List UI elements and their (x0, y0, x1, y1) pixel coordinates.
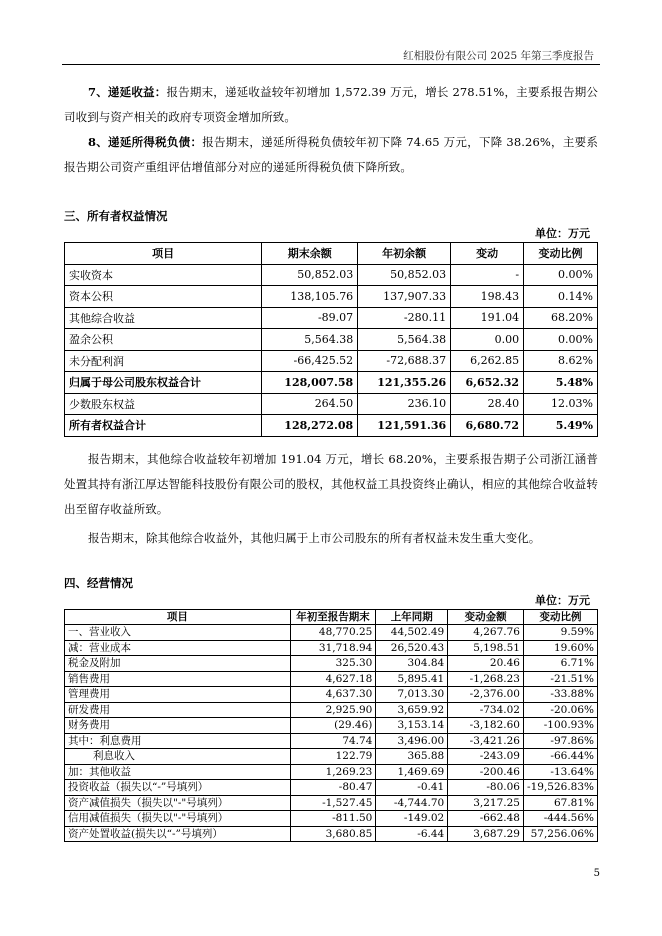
paragraph-label: 7、递延收益： (88, 85, 167, 99)
value-cell: -1,527.45 (290, 795, 376, 811)
column-header: 变动比例 (524, 243, 598, 265)
column-header: 年初至报告期末 (290, 609, 376, 625)
value-cell: 4,637.30 (290, 687, 376, 703)
row-label-cell: 投资收益（损失以“-”号填列） (65, 780, 291, 796)
page-content (64, 80, 598, 842)
value-cell: -13.64% (523, 764, 597, 780)
value-cell: 26,520.43 (376, 640, 448, 656)
value-cell: 1,469.69 (376, 764, 448, 780)
value-cell: 28.40 (451, 393, 524, 415)
value-cell: 191.04 (451, 307, 524, 329)
column-header: 变动比例 (523, 609, 597, 625)
value-cell: 3,687.29 (448, 826, 524, 842)
row-label-cell: 利息收入 (65, 749, 291, 765)
value-cell: 365.88 (376, 749, 448, 765)
value-cell: 6,262.85 (451, 350, 524, 372)
column-header: 年初余额 (358, 243, 451, 265)
value-cell: 236.10 (358, 393, 451, 415)
value-cell: 4,627.18 (290, 671, 376, 687)
value-cell: 7,013.30 (376, 687, 448, 703)
value-cell: 44,502.49 (376, 625, 448, 641)
row-label-cell: 加：其他收益 (65, 764, 291, 780)
value-cell: 9.59% (523, 625, 597, 641)
row-label-cell: 财务费用 (65, 718, 291, 734)
value-cell: 0.00% (524, 329, 598, 351)
table-row (65, 372, 598, 394)
value-cell: -149.02 (376, 811, 448, 827)
column-header: 上年同期 (376, 609, 448, 625)
value-cell: 5,564.38 (262, 329, 358, 351)
value-cell: -66.44% (523, 749, 597, 765)
value-cell: 67.81% (523, 795, 597, 811)
value-cell: -33.88% (523, 687, 597, 703)
column-header: 项目 (65, 243, 262, 265)
header-rule (62, 64, 600, 65)
value-cell: (29.46) (290, 718, 376, 734)
value-cell: -3,421.26 (448, 733, 524, 749)
value-cell: 20.46 (448, 656, 524, 672)
paragraph-other-comprehensive-income: 报告期末，其他综合收益较年初增加 191.04 万元，增长 68.20%，主要系报告期子公司浙江涵普处置其持有浙江厚达智能科技股份有限公司的股权，其他权益工具投资终止确认，相应的其他综合收益转出至留存收益所致。 (64, 451, 598, 516)
value-cell: 19.60% (523, 640, 597, 656)
value-cell: 5.49% (524, 415, 598, 437)
equity-table (64, 242, 598, 437)
value-cell: -20.06% (523, 702, 597, 718)
value-cell: 138,105.76 (262, 286, 358, 308)
table-row (65, 640, 598, 656)
value-cell: 0.00 (451, 329, 524, 351)
table-row (65, 625, 598, 641)
column-header: 变动 (451, 243, 524, 265)
table-row (65, 264, 598, 286)
value-cell: 3,659.92 (376, 702, 448, 718)
value-cell: - (451, 264, 524, 286)
table-row (65, 687, 598, 703)
value-cell: 121,355.26 (358, 372, 451, 394)
value-cell: -97.86% (523, 733, 597, 749)
value-cell: 3,680.85 (290, 826, 376, 842)
table-header-row (65, 243, 598, 265)
operations-table (64, 609, 598, 843)
value-cell: -4,744.70 (376, 795, 448, 811)
table-row (65, 671, 598, 687)
value-cell: 1,269.23 (290, 764, 376, 780)
table-row (65, 718, 598, 734)
value-cell: -2,376.00 (448, 687, 524, 703)
value-cell: 5,564.38 (358, 329, 451, 351)
paragraph-equity-summary: 报告期末，除其他综合收益外，其他归属于上市公司股东的所有者权益未发生重大变化。 (88, 530, 541, 545)
value-cell: -80.06 (448, 780, 524, 796)
section-title-equity: 三、所有者权益情况 (64, 209, 168, 223)
value-cell: -662.48 (448, 811, 524, 827)
value-cell: 8.62% (524, 350, 598, 372)
value-cell: 5.48% (524, 372, 598, 394)
value-cell: 12.03% (524, 393, 598, 415)
section-title-operations: 四、经营情况 (64, 575, 133, 590)
value-cell: 128,272.08 (262, 415, 358, 437)
row-label-cell: 未分配利润 (65, 350, 262, 372)
table-row (65, 795, 598, 811)
table-row (65, 780, 598, 796)
value-cell: -100.93% (523, 718, 597, 734)
value-cell: -1,268.23 (448, 671, 524, 687)
table-row (65, 656, 598, 672)
value-cell: 31,718.94 (290, 640, 376, 656)
column-header: 项目 (65, 609, 291, 625)
value-cell: -811.50 (290, 811, 376, 827)
value-cell: 0.00% (524, 264, 598, 286)
value-cell: 6.71% (523, 656, 597, 672)
value-cell: -3,182.60 (448, 718, 524, 734)
value-cell: 137,907.33 (358, 286, 451, 308)
row-label-cell: 盈余公积 (65, 329, 262, 351)
value-cell: 3,217.25 (448, 795, 524, 811)
value-cell: 48,770.25 (290, 625, 376, 641)
row-label-cell: 资本公积 (65, 286, 262, 308)
value-cell: 50,852.03 (358, 264, 451, 286)
unit-label: 单位：万元 (535, 227, 590, 240)
value-cell: 57,256.06% (523, 826, 597, 842)
page-header: 红相股份有限公司 2025 年第三季度报告 (403, 50, 594, 62)
paragraph-text: 报告期末，递延收益较年初增加 1,572.39 万元，增长 278.51%，主要系报告期公司收到与资产相关的政府专项资金增加所致。 (64, 85, 598, 124)
column-header: 期末余额 (262, 243, 358, 265)
column-header: 变动金额 (448, 609, 524, 625)
value-cell: -200.46 (448, 764, 524, 780)
row-label-cell: 减：营业成本 (65, 640, 291, 656)
value-cell: -66,425.52 (262, 350, 358, 372)
row-label-cell: 一、营业收入 (65, 625, 291, 641)
value-cell: 304.84 (376, 656, 448, 672)
value-cell: 198.43 (451, 286, 524, 308)
row-label-cell: 销售费用 (65, 671, 291, 687)
value-cell: 122.79 (290, 749, 376, 765)
value-cell: 4,267.76 (448, 625, 524, 641)
row-label-cell: 其中：利息费用 (65, 733, 291, 749)
paragraph-label: 8、递延所得税负债： (88, 135, 203, 149)
value-cell: 5,895.41 (376, 671, 448, 687)
table-row (65, 702, 598, 718)
table-row (65, 764, 598, 780)
row-label-cell: 其他综合收益 (65, 307, 262, 329)
value-cell: 50,852.03 (262, 264, 358, 286)
value-cell: -6.44 (376, 826, 448, 842)
table-row (65, 286, 598, 308)
value-cell: 6,680.72 (451, 415, 524, 437)
value-cell: 325.30 (290, 656, 376, 672)
value-cell: 128,007.58 (262, 372, 358, 394)
value-cell: -80.47 (290, 780, 376, 796)
table-row (65, 329, 598, 351)
value-cell: -89.07 (262, 307, 358, 329)
table-row (65, 393, 598, 415)
unit-label: 单位：万元 (535, 593, 590, 607)
row-label-cell: 研发费用 (65, 702, 291, 718)
value-cell: -444.56% (523, 811, 597, 827)
value-cell: -72,688.37 (358, 350, 451, 372)
paragraph-deferred-income (64, 80, 598, 130)
row-label-cell: 税金及附加 (65, 656, 291, 672)
value-cell: 3,153.14 (376, 718, 448, 734)
table-row (65, 811, 598, 827)
value-cell: 0.14% (524, 286, 598, 308)
value-cell: -19,526.83% (523, 780, 597, 796)
table-row (65, 749, 598, 765)
row-label-cell: 归属于母公司股东权益合计 (65, 372, 262, 394)
value-cell: 264.50 (262, 393, 358, 415)
row-label-cell: 所有者权益合计 (65, 415, 262, 437)
row-label-cell: 信用减值损失（损失以"-"号填列） (65, 811, 291, 827)
value-cell: -280.11 (358, 307, 451, 329)
table-header-row (65, 609, 598, 625)
table-row (65, 733, 598, 749)
value-cell: 68.20% (524, 307, 598, 329)
paragraph-text: 报告期末，递延所得税负债较年初下降 74.65 万元，下降 38.26%，主要系报告期公司资产重组评估增值部分对应的递延所得税负债下降所致。 (64, 135, 598, 174)
value-cell: 3,496.00 (376, 733, 448, 749)
value-cell: 6,652.32 (451, 372, 524, 394)
value-cell: 5,198.51 (448, 640, 524, 656)
row-label-cell: 实收资本 (65, 264, 262, 286)
value-cell: -0.41 (376, 780, 448, 796)
value-cell: 2,925.90 (290, 702, 376, 718)
value-cell: -21.51% (523, 671, 597, 687)
row-label-cell: 资产处置收益(损失以“-”号填列） (65, 826, 291, 842)
table-row (65, 350, 598, 372)
value-cell: -734.02 (448, 702, 524, 718)
paragraph-deferred-tax (64, 130, 598, 180)
table-row (65, 307, 598, 329)
table-row (65, 415, 598, 437)
value-cell: 121,591.36 (358, 415, 451, 437)
page-number: 5 (593, 868, 600, 879)
value-cell: -243.09 (448, 749, 524, 765)
row-label-cell: 少数股东权益 (65, 393, 262, 415)
row-label-cell: 管理费用 (65, 687, 291, 703)
row-label-cell: 资产减值损失（损失以"-"号填列） (65, 795, 291, 811)
value-cell: 74.74 (290, 733, 376, 749)
table-row (65, 826, 598, 842)
